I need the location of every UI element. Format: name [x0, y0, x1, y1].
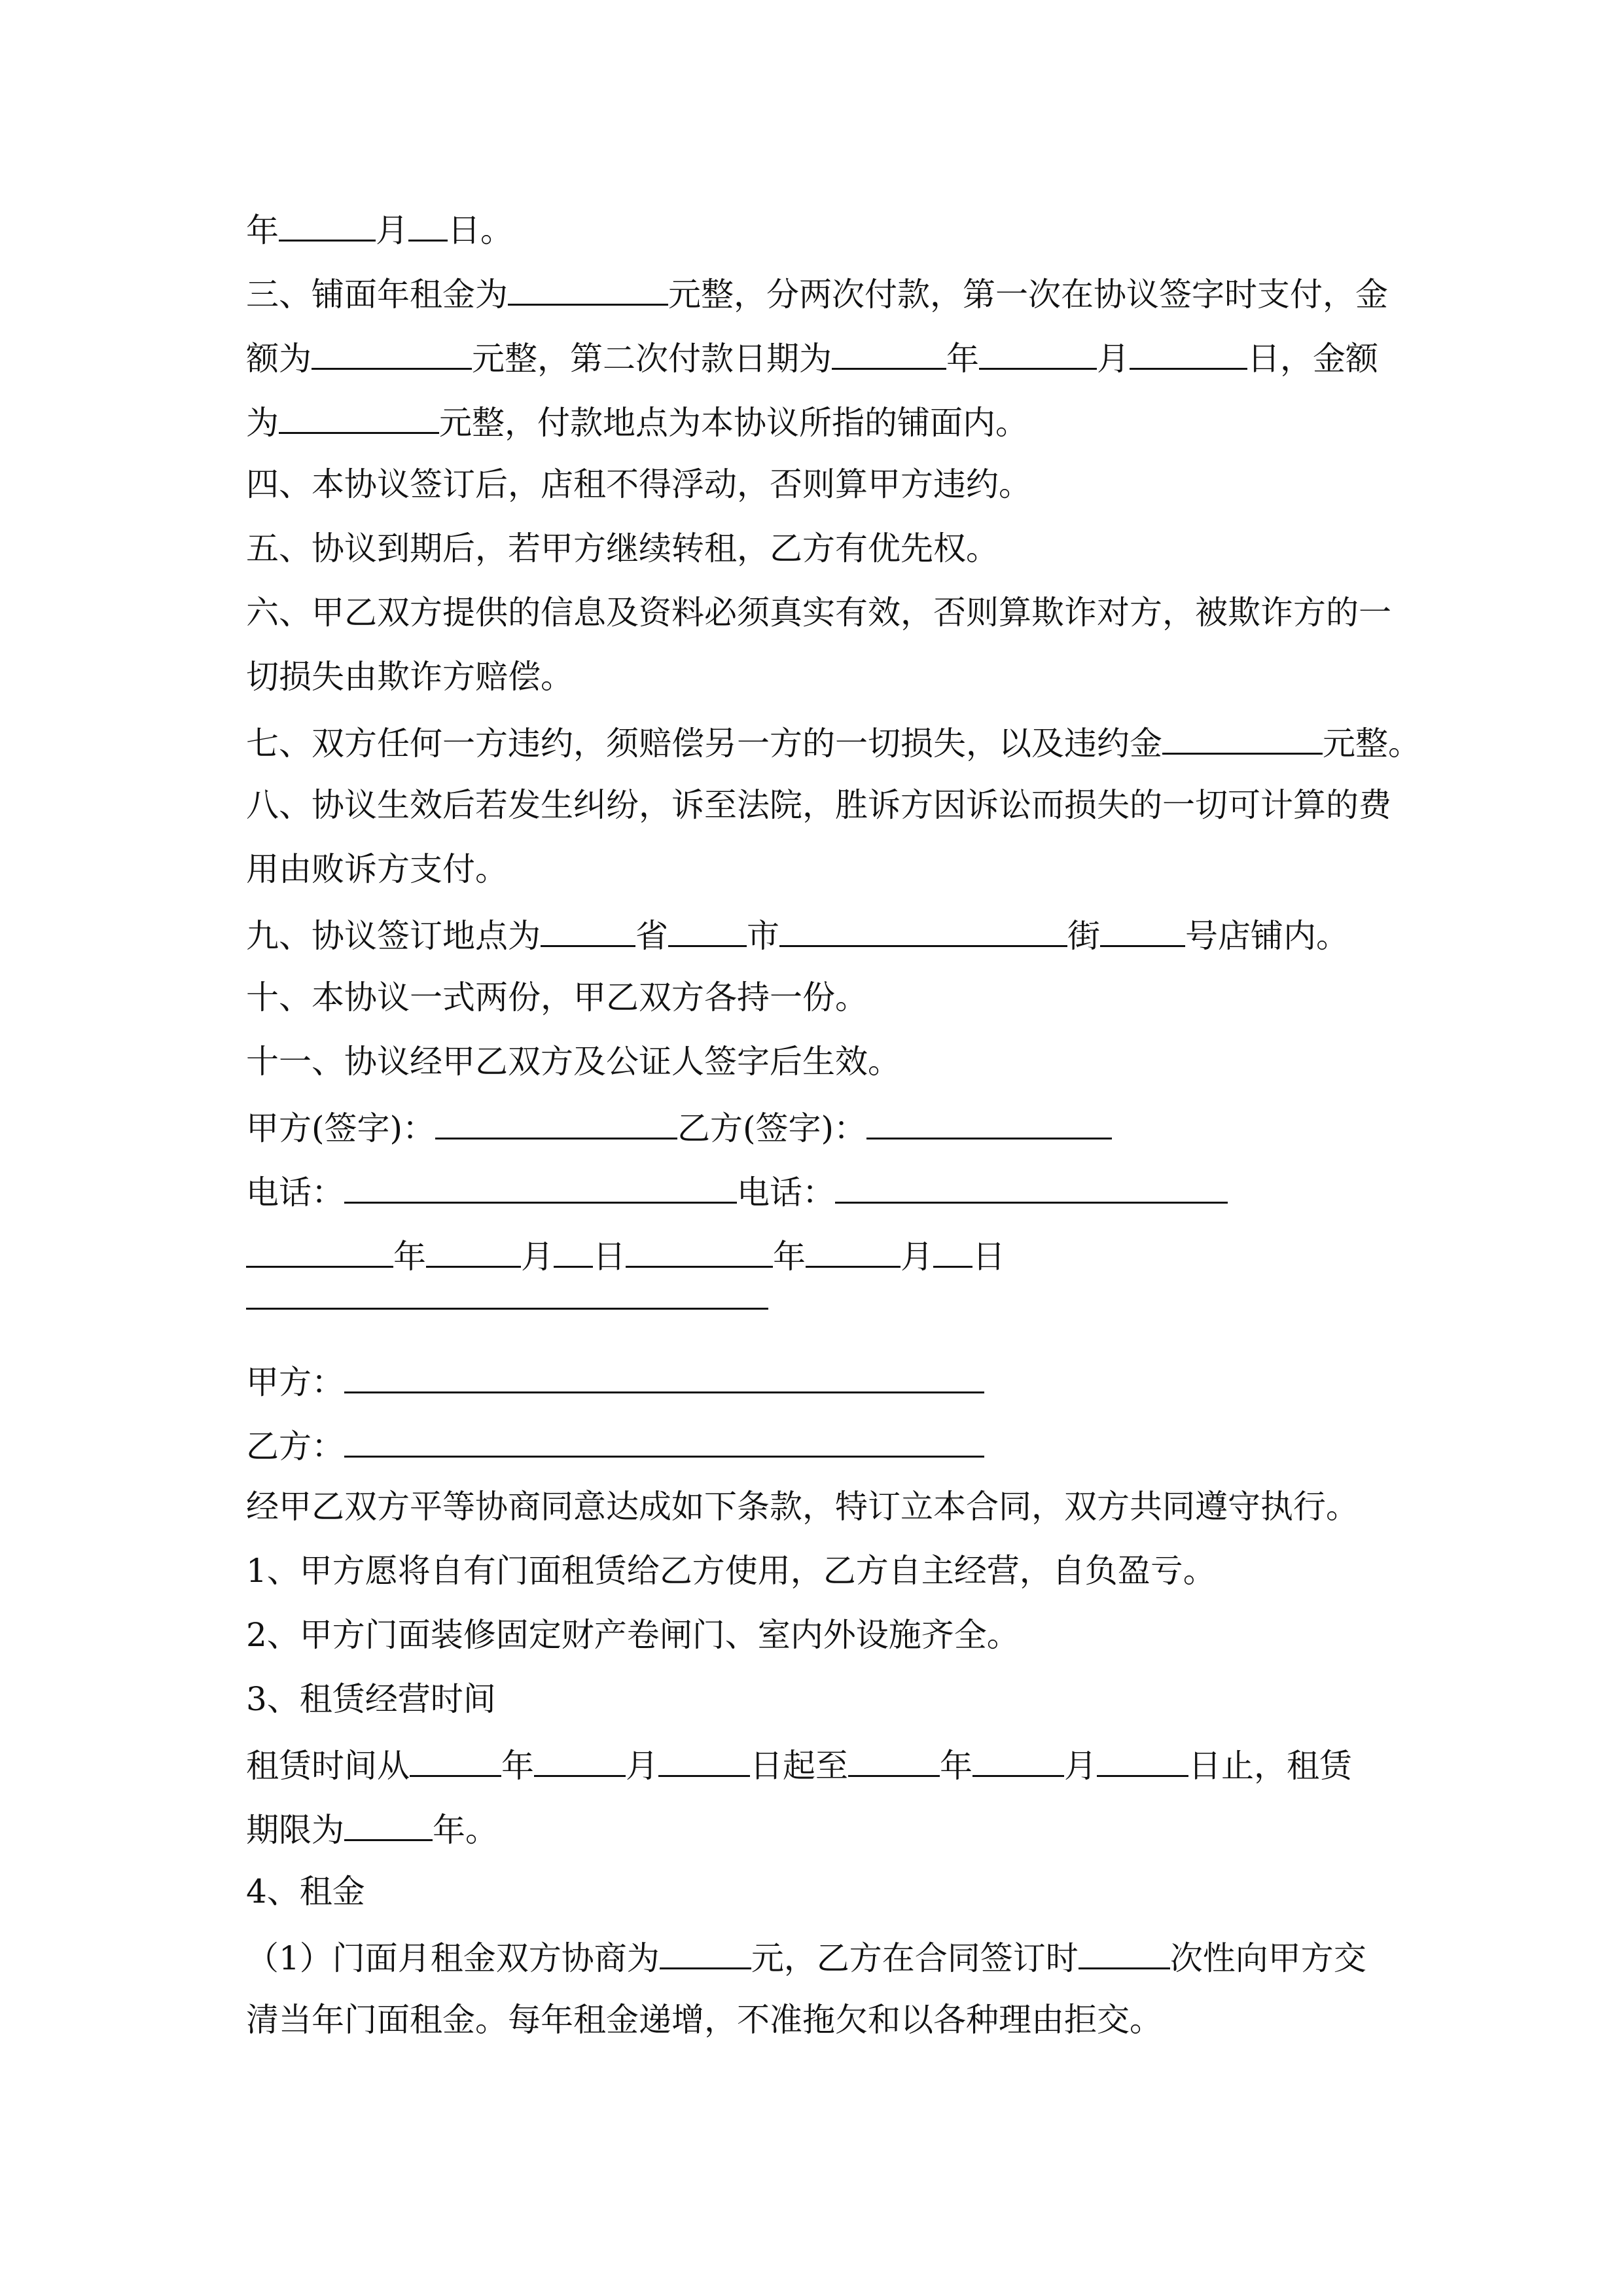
blank-field — [312, 336, 472, 370]
line-text: 甲方： — [246, 1363, 344, 1401]
line-text: 十、本协议一式两份，甲乙双方各持一份。 — [246, 978, 868, 1016]
blank-field — [1100, 914, 1185, 947]
party-a-phone-field[interactable] — [344, 1170, 737, 1204]
line-text: 额为 — [246, 340, 312, 378]
line-text: 乙方： — [246, 1427, 344, 1465]
line-text: 日，金额 — [1247, 340, 1378, 378]
text-line — [246, 593, 1391, 632]
line-text: 电话： — [737, 1174, 835, 1211]
line-text: 日 — [972, 1238, 1005, 1276]
blank-field — [832, 336, 946, 370]
line-text: （1）门面月租金双方协商为 — [246, 1939, 660, 1977]
blank-field — [1162, 721, 1323, 755]
party-b-field[interactable] — [344, 1424, 984, 1458]
line-text: 切损失由欺诈方赔偿。 — [246, 658, 573, 696]
text-line — [246, 1551, 1216, 1590]
blank-field — [1130, 336, 1247, 370]
blank-field — [806, 1234, 901, 1268]
party-a-signature-field[interactable] — [435, 1106, 677, 1139]
blank-field — [658, 1744, 750, 1777]
line-text: 年 — [246, 211, 279, 249]
line-text: 月 — [376, 211, 408, 249]
line-text: 月 — [1064, 1747, 1097, 1785]
blank-field — [279, 208, 376, 242]
party-line — [246, 1360, 984, 1402]
line-text: 月 — [901, 1238, 933, 1276]
text-line — [246, 336, 1378, 378]
line-text: 元整，第二次付款日期为 — [472, 340, 832, 378]
text-line — [246, 401, 1028, 442]
text-line — [246, 208, 513, 250]
line-text: 号店铺内。 — [1185, 917, 1349, 955]
text-line — [246, 1487, 1359, 1526]
line-text: 市 — [747, 917, 779, 955]
line-text: 五、协议到期后，若甲方继续转租，乙方有优先权。 — [246, 529, 999, 567]
line-text: 元，乙方在合同签订时 — [751, 1939, 1079, 1977]
blank-field — [972, 1744, 1064, 1777]
text-line — [246, 785, 1391, 825]
blank-field — [344, 1808, 433, 1841]
line-text: 元整，分两次付款，第一次在协议签字时支付，金 — [668, 276, 1388, 314]
party-b-signature-field[interactable] — [866, 1106, 1112, 1139]
line-text: 七、双方任何一方违约，须赔偿另一方的一切损失，以及违约金 — [246, 725, 1162, 762]
line-text: 月 — [521, 1238, 554, 1276]
line-text: 经甲乙双方平等协商同意达成如下条款，特订立本合同，双方共同遵守执行。 — [246, 1488, 1359, 1526]
text-line — [246, 2000, 1162, 2039]
line-text: 电话： — [246, 1174, 344, 1211]
line-text: 九、协议签订地点为 — [246, 917, 541, 955]
line-text: 清当年门面租金。每年租金递增，不准拖欠和以各种理由拒交。 — [246, 2001, 1162, 2039]
blank-field — [534, 1744, 626, 1777]
text-line — [246, 529, 999, 568]
line-text: 年 — [946, 340, 979, 378]
line-text: 省 — [635, 917, 668, 955]
line-text: 十一、协议经甲乙双方及公证人签字后生效。 — [246, 1043, 901, 1081]
line-text: 四、本协议签订后，店租不得浮动，否则算甲方违约。 — [246, 465, 1031, 503]
line-text: 2、甲方门面装修固定财产卷闸门、室内外设施齐全。 — [246, 1616, 1020, 1654]
date-line — [246, 1234, 1005, 1276]
blank-field — [1097, 1744, 1188, 1777]
line-text: 4、租金 — [246, 1873, 365, 1910]
text-line — [246, 1042, 901, 1081]
line-text: 三、铺面年租金为 — [246, 276, 508, 314]
blank-field — [626, 1234, 773, 1268]
line-text: 街 — [1067, 917, 1100, 955]
blank-field — [410, 1744, 501, 1777]
signature-line — [246, 1106, 1112, 1148]
blank-field — [426, 1234, 521, 1268]
blank-field — [1079, 1936, 1170, 1969]
text-line — [246, 721, 1421, 763]
party-a-field[interactable] — [344, 1360, 984, 1393]
line-text: 元整，付款地点为本协议所指的铺面内。 — [439, 404, 1028, 442]
line-text: 期限为 — [246, 1811, 344, 1849]
line-text: 年 — [501, 1747, 534, 1785]
text-line — [246, 1744, 1352, 1785]
text-line — [246, 850, 508, 889]
blank-field — [933, 1234, 972, 1268]
text-line — [246, 1615, 1020, 1655]
line-text: 甲方(签字)： — [246, 1109, 436, 1147]
line-text: 元整。 — [1323, 725, 1421, 762]
text-line — [246, 1872, 365, 1911]
text-line — [246, 1679, 496, 1719]
line-text: 年 — [393, 1238, 426, 1276]
line-text: 租赁时间从 — [246, 1747, 410, 1785]
blank-field — [779, 914, 1067, 947]
section-divider — [246, 1308, 768, 1310]
blank-field — [554, 1234, 593, 1268]
blank-field — [246, 1234, 393, 1268]
line-text: 月 — [1097, 340, 1130, 378]
blank-field — [408, 208, 448, 242]
text-line — [246, 914, 1349, 956]
text-line — [246, 1808, 498, 1850]
text-line — [246, 1936, 1366, 1978]
line-text: 年。 — [433, 1811, 498, 1849]
line-text: 用由败诉方支付。 — [246, 850, 508, 888]
line-text: 日止，租赁 — [1188, 1747, 1352, 1785]
line-text: 八、协议生效后若发生纠纷，诉至法院，胜诉方因诉讼而损失的一切可计算的费 — [246, 786, 1391, 824]
line-text: 3、租赁经营时间 — [246, 1680, 496, 1718]
line-text: 六、甲乙双方提供的信息及资料必须真实有效，否则算欺诈对方，被欺诈方的一 — [246, 594, 1391, 632]
line-text: 次性向甲方交 — [1169, 1939, 1366, 1977]
text-line — [246, 978, 868, 1017]
text-line — [246, 657, 573, 696]
blank-field — [279, 401, 439, 434]
line-text: 日 — [593, 1238, 626, 1276]
line-text: 乙方(签字)： — [677, 1109, 867, 1147]
blank-field — [668, 914, 747, 947]
blank-field — [541, 914, 635, 947]
phone-line — [246, 1170, 1228, 1212]
blank-field — [848, 1744, 940, 1777]
line-text: 月 — [626, 1747, 658, 1785]
party-line — [246, 1424, 984, 1466]
text-line — [246, 465, 1031, 504]
blank-field — [979, 336, 1097, 370]
line-text: 日。 — [448, 211, 513, 249]
line-text: 年 — [940, 1747, 972, 1785]
line-text: 日起至 — [750, 1747, 848, 1785]
blank-field — [508, 272, 668, 306]
party-b-phone-field[interactable] — [835, 1170, 1228, 1204]
blank-field — [660, 1936, 751, 1969]
line-text: 年 — [773, 1238, 806, 1276]
line-text: 1、甲方愿将自有门面租赁给乙方使用，乙方自主经营，自负盈亏。 — [246, 1552, 1216, 1590]
text-line — [246, 272, 1388, 314]
line-text: 为 — [246, 404, 279, 442]
